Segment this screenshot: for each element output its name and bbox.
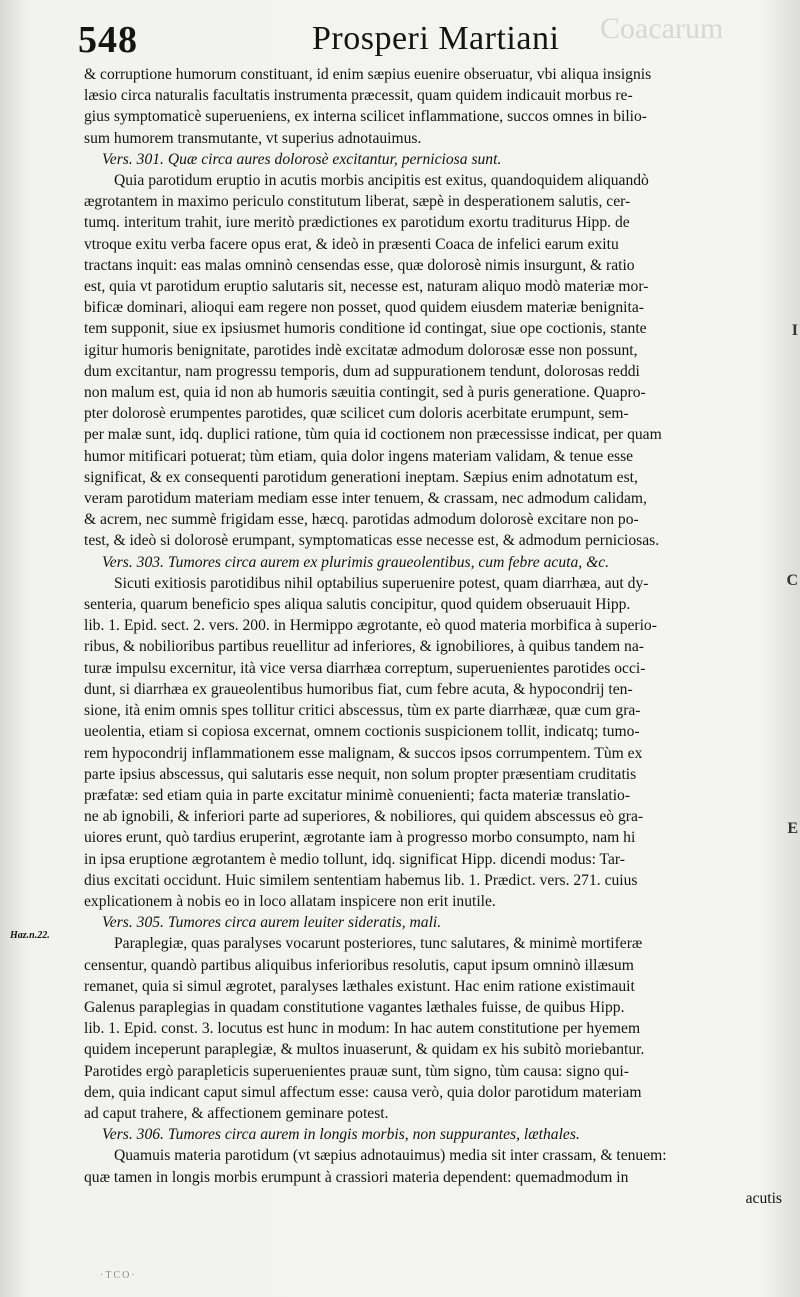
text-line: Parotides ergò parapleticis superuenientes prauæ sunt, tùm signo, tùm causa: signo qui- xyxy=(84,1062,629,1080)
paragraph-start-line: Quia parotidum eruptio in acutis morbis ancipitis est exitus, quandoquidem aliquandò xyxy=(114,172,649,190)
text-line: ribus, & nobilioribus partibus reuellitur ad inferiores, & ignobiliores, à quibus tandem na- xyxy=(84,638,644,656)
text-line: humor mitificari potuerat; tùm etiam, quia dolor ingens materiam validam, & tenue esse xyxy=(84,447,634,465)
text-line: igitur humoris benignitate, parotides indè excitatæ admodum dolorosæ esse non possunt, xyxy=(84,341,638,359)
text-line: ne ab ignobili, & inferiori parte ad superiores, & nobiliores, qui quidem abscessus eò gra- xyxy=(84,808,644,826)
text-line: ad caput trahere, & affectionem geminare potest. xyxy=(84,1104,389,1122)
text-line: Galenus paraplegias in quadam constitutione vagantes læthales fuisse, de quibus Hipp. xyxy=(84,998,625,1016)
text-line: quidem inceperunt paraplegiæ, & multos inuaserunt, & quidam ex his subitò moriebantur. xyxy=(84,1041,645,1059)
margin-note: Haz.n.22. xyxy=(10,930,50,941)
page-number: 548 xyxy=(78,19,138,61)
text-line: & acrem, nec summè frigidam esse, hæcq. parotidas admodum dolorosè excitare non po- xyxy=(84,511,639,529)
running-title: Prosperi Martiani xyxy=(312,20,560,57)
text-line: ueolentia, etiam si copiosa excernat, omnem coctionis suspicionem tollit, indicatq; tumo- xyxy=(84,723,640,741)
text-line: quæ tamen in longis morbis erumpunt à crassiori materia dependent: quemadmodum in xyxy=(84,1168,629,1186)
text-line: dem, quia indicant caput simul affectum esse: causa verò, quia dolor parotidum materiam xyxy=(84,1083,642,1101)
catchword: acutis xyxy=(745,1189,782,1207)
verse-heading: Vers. 305. Tumores circa aurem leuiter sideratis, mali. xyxy=(102,914,442,932)
body-text xyxy=(84,64,796,1209)
text-line: veram parotidum materiam mediam esse inter tenuem, & crassam, nec admodum calidam, xyxy=(84,490,647,508)
text-line: tumq. interitum trahit, iure meritò prædictiones ex parotidum exortu traditurus Hipp. de xyxy=(84,214,630,232)
text-line: lib. 1. Epid. sect. 2. vers. 200. in Hermippo ægrotante, eò quod materia morbifica à superio- xyxy=(84,617,657,635)
text-line: est, quia vt parotidum eruptio salutaris sit, necesse est, naturam aliquo modò materiæ mor- xyxy=(84,278,649,296)
text-line: remanet, quia si simul ægrotet, paralyses læthales existunt. Hac enim ratione existimauit xyxy=(84,977,635,995)
bleed-through-text: Coacarum xyxy=(600,12,724,45)
text-line: gius symptomaticè superueniens, ex interna scilicet inflammatione, succos omnes in bilio- xyxy=(84,108,647,126)
text-line: rem hypocondrij inflammationem esse malignam, & succos ipsos corrumpentem. Tùm ex xyxy=(84,744,643,762)
text-line: præfatæ: sed etiam quia in parte excitatur minimè conuenienti; facta materiæ translatio- xyxy=(84,786,631,804)
text-line: dius excitati occidunt. Huic similem sententiam habemus lib. 1. Prædict. vers. 271. cuius xyxy=(84,871,638,889)
text-line: pter dolorosè erumpentes parotides, quæ scilicet cum doloris acerbitate erumpunt, sem- xyxy=(84,405,629,423)
text-line: in ipsa eruptione ægrotantem è medio tollunt, idq. significat Hipp. dicendi modus: Tar- xyxy=(84,850,625,868)
verse-heading: Vers. 303. Tumores circa aurem ex plurimis graueolentibus, cum febre acuta, &c. xyxy=(102,553,610,571)
text-line: uiores erunt, quò tardius eruperint, ægrotante iam à progresso morbo consumpto, nam hi xyxy=(84,829,636,847)
text-line: tem supponit, siue ex ipsiusmet humoris conditione id contingat, siue ope coctionis, stante xyxy=(84,320,647,338)
paragraph-start-line: Quamuis materia parotidum (vt sæpius adnotauimus) media sit inter crassam, & tenuem: xyxy=(114,1147,667,1165)
paragraph-start-line: Sicuti exitiosis parotidibus nihil optabilius superuenire potest, quam diarrhæa, aut dy- xyxy=(114,574,649,592)
text-line: explicationem à nobis eo in loco allatam inspicere non erit inutile. xyxy=(84,892,496,910)
text-line: senteria, quarum beneficio spes aliqua salutis concipitur, quod quidem obseruauit Hipp. xyxy=(84,596,631,614)
text-line: censentur, quandò partibus aliquibus inferioribus resolutis, caput ipsum omninò illæsum xyxy=(84,956,634,974)
text-line: significat, & ex consequenti parotidum generationi ineptam. Sæpius enim adnotatum est, xyxy=(84,468,638,486)
text-line: lib. 1. Epid. const. 3. locutus est hunc in modum: In hac autem constitutione per hyemem xyxy=(84,1020,641,1038)
text-line: sum humorem transmutante, vt superius adnotauimus. xyxy=(84,129,422,147)
text-line: ægrotantem in maximo periculo constitutum liberat, sæpè in desperationem salutis, cer- xyxy=(84,193,631,211)
text-line: læsio circa naturalis facultatis instrumenta præcessit, quam quidem indicauit morbus re- xyxy=(84,87,633,105)
text-line: & corruptione humorum constituant, id enim sæpius euenire obseruatur, vbi aliqua insignis xyxy=(84,66,652,83)
text-line: bificæ dominari, alioqui eam regere non posset, quod quidem eiusdem materiæ benignita- xyxy=(84,299,644,317)
text-line: dum excitantur, nam progressu temporis, dum ad suppurationem tendunt, dolorosas reddi xyxy=(84,362,640,380)
edge-mark-2: C xyxy=(786,572,798,589)
edge-mark-1: I xyxy=(791,322,798,339)
verse-heading: Vers. 306. Tumores circa aurem in longis morbis, non suppurantes, læthales. xyxy=(102,1126,580,1144)
text-line: sione, ità enim omnis spes tollitur critici abscessus, tùm ex parte diarrhææ, quæ cum gra- xyxy=(84,702,641,720)
text-line: dunt, si diarrhæa ex graueolentibus humoribus fiat, cum febre acuta, & hypocondrij ten- xyxy=(84,680,633,698)
verse-heading: Vers. 301. Quæ circa aures dolorosè excitantur, perniciosa sunt. xyxy=(102,150,502,168)
text-line: tractans inquit: eas malas omninò censendas esse, quæ dolorosè nimis insurgunt, & ratio xyxy=(84,256,635,274)
text-line: turæ impulsu excernitur, ità vice versa diarrhæa correptum, superuenientes parotides occi- xyxy=(84,659,646,677)
edge-mark-3: E xyxy=(787,820,798,837)
bottom-mark: ·TCO· xyxy=(100,1270,137,1281)
text-line: vtroque exitu verba facere opus erat, & ideò in præsenti Coaca de infelici earum exitu xyxy=(84,235,619,253)
text-line: non malum est, quia id non ab humoris sæuitia contingit, sed à puris generatione. Quapro- xyxy=(84,384,646,402)
paragraph-start-line: Paraplegiæ, quas paralyses vocarunt posteriores, tunc salutares, & minimè mortiferæ xyxy=(114,935,643,953)
text-line: per malæ sunt, idq. duplici ratione, tùm quia id coctionem non præcessisse indicat, per quam xyxy=(84,426,662,444)
text-line: parte ipsius abscessus, qui salutaris esse nequit, non solum propter præsentiam cruditatis xyxy=(84,765,637,783)
text-line: test, & ideò si dolorosè erumpant, symptomaticas esse necesse est, & admodum perniciosas. xyxy=(84,532,660,550)
